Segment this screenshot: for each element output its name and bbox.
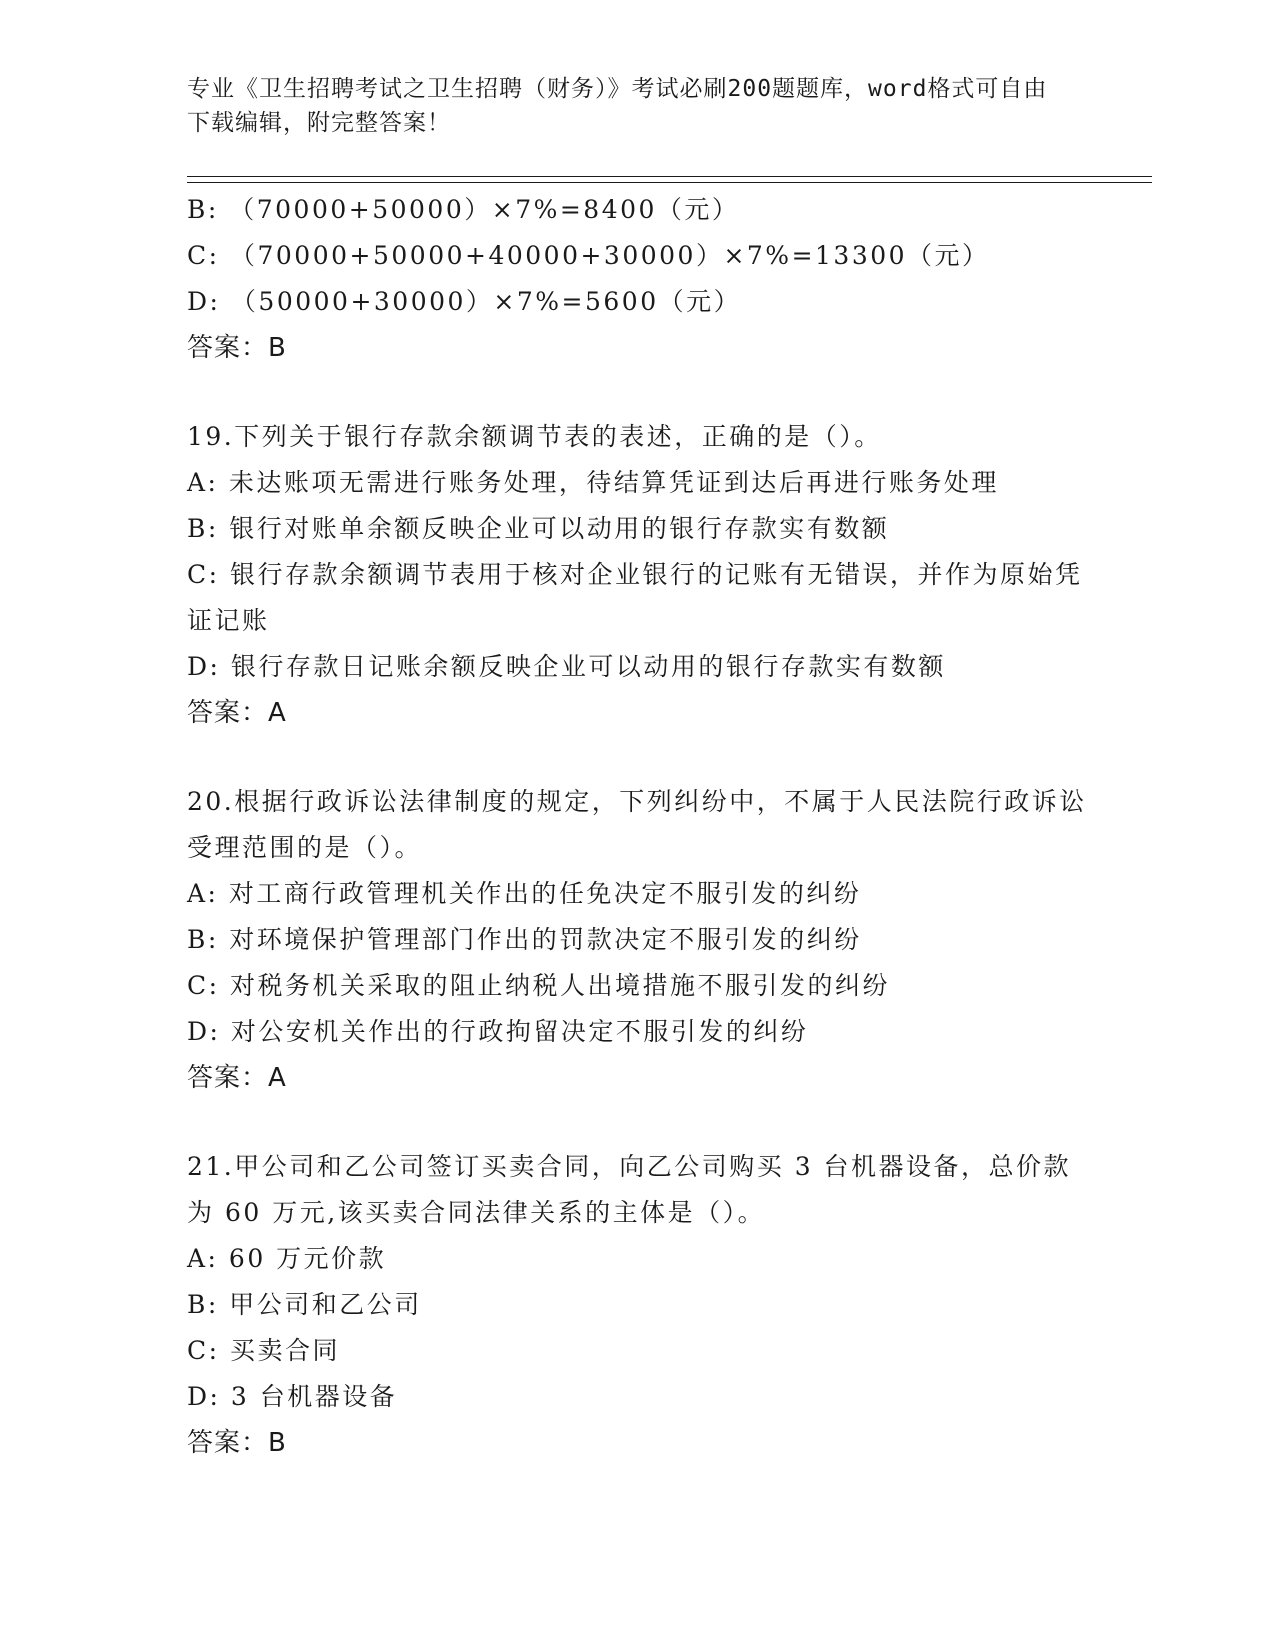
question-stem: 20.根据行政诉讼法律制度的规定，下列纠纷中，不属于人民法院行政诉讼受理范围的是（）。 <box>187 787 1087 862</box>
option-a: A: 60 万元价款 <box>187 1244 387 1273</box>
question-18-continued <box>187 187 1087 371</box>
answer-line: 答案：A <box>187 1063 287 1093</box>
option-a: A: 未达账项无需进行账务处理，待结算凭证到达后再进行账务处理 <box>187 468 999 497</box>
question-stem: 21.甲公司和乙公司签订买卖合同，向乙公司购买 3 台机器设备，总价款为 60 万元,该买卖合同法律关系的主体是（）。 <box>187 1152 1072 1227</box>
option-b: B: 甲公司和乙公司 <box>187 1290 422 1319</box>
option-c: C: （70000+50000+40000+30000）×7%=13300（元） <box>187 241 990 270</box>
answer-line: 答案：B <box>187 333 287 363</box>
question-19 <box>187 414 1087 736</box>
header-divider-top <box>187 176 1152 177</box>
question-stem: 19.下列关于银行存款余额调节表的表述，正确的是（）。 <box>187 422 882 451</box>
question-21 <box>187 1144 1087 1466</box>
document-header: 专业《卫生招聘考试之卫生招聘（财务）》考试必刷200题题库，word格式可自由下载编辑，附完整答案！ <box>187 76 1048 136</box>
option-b: B: 银行对账单余额反映企业可以动用的银行存款实有数额 <box>187 514 890 543</box>
header-divider-bottom <box>187 182 1152 183</box>
option-d: D: （50000+30000）×7%=5600（元） <box>187 287 742 316</box>
question-20 <box>187 779 1087 1101</box>
option-c: C: 对税务机关采取的阻止纳税人出境措施不服引发的纠纷 <box>187 971 891 1000</box>
option-d: D: 银行存款日记账余额反映企业可以动用的银行存款实有数额 <box>187 652 946 681</box>
answer-line: 答案：A <box>187 698 287 728</box>
option-d: D: 对公安机关作出的行政拘留决定不服引发的纠纷 <box>187 1017 809 1046</box>
option-d: D: 3 台机器设备 <box>187 1382 398 1411</box>
option-b: B: （70000+50000）×7%=8400（元） <box>187 195 740 224</box>
option-b: B: 对环境保护管理部门作出的罚款决定不服引发的纠纷 <box>187 925 862 954</box>
option-c: C: 银行存款余额调节表用于核对企业银行的记账有无错误，并作为原始凭证记账 <box>187 560 1083 635</box>
answer-line: 答案：B <box>187 1428 287 1458</box>
option-a: A: 对工商行政管理机关作出的任免决定不服引发的纠纷 <box>187 879 862 908</box>
option-c: C: 买卖合同 <box>187 1336 340 1365</box>
question-list <box>187 187 1087 1466</box>
